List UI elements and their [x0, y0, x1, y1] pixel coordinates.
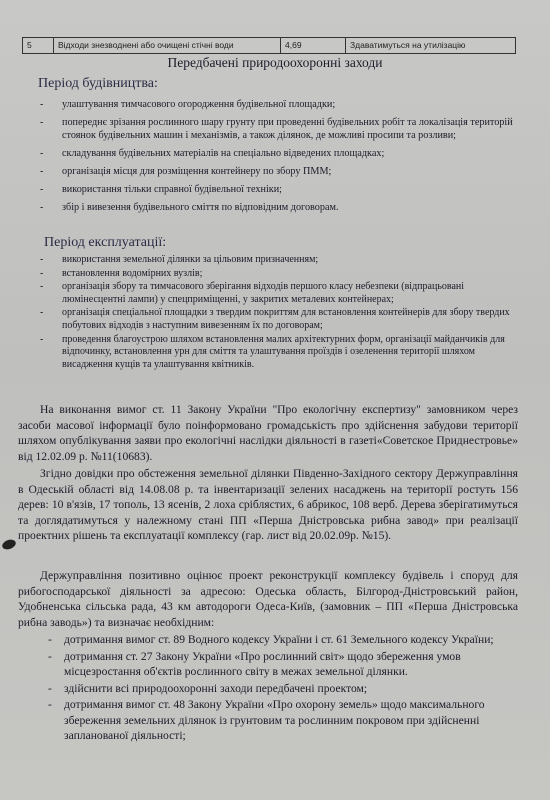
paragraph-ecological-expertise: На виконання вимог ст. 11 Закону України "Про екологічну експертизу" замовником через засоби масової інформації було поінформовано громадськість про здійснення забудови території шляхом опублікування заяви про екологічні наслідки діяльності в газеті«Советское Приднестровье» від 12.02.09 р. №11(10683).: [18, 403, 518, 463]
ink-smudge: [1, 538, 17, 551]
list-item: - складування будівельних матеріалів на спеціально відведених площадках;: [40, 147, 522, 160]
list-item: - використання земельної ділянки за цільовим призначенням;: [40, 254, 522, 267]
list-item: - використання тільки справної будівельної техніки;: [40, 183, 522, 196]
list-item: - організація збору та тимчасового зберігання відходів першого класу небезпеки (відпрацьовані люмінесцентні лампи) у спецприміщенні, у закритих металевих контейнерах;: [40, 281, 522, 306]
construction-period-title: Період будівництва:: [38, 76, 158, 91]
list-item: - організація місця для розміщення контейнеру по збору ПММ;: [40, 165, 522, 178]
list-item: - дотримання ст. 27 Закону України «Про рослинний світ» щодо збереження умов місцезростання об'єктів рослинного світу в межах земельної ділянки.: [48, 649, 518, 680]
paragraph-assessment: Держуправління позитивно оцінює проект реконструкції комплексу будівель і споруд для рибогосподарської діяльності за адресою: Одеська область, Білгород-Дністровський район, Удобненська сільська рада, 43 км автодороги Одеса-Київ, (замовник – ПП «Перша Дністровська рибна заводь») та визначає необхідним:: [18, 569, 518, 629]
operation-list: [40, 254, 522, 372]
waste-value: 4,69: [281, 38, 346, 53]
list-item: - дотримання вимог ст. 89 Водного кодексу України і ст. 61 Земельного кодексу України;: [48, 632, 518, 648]
list-item: - дотримання вимог ст. 48 Закону України «Про охорону земель» щодо максимального збереження земельних ділянок із грунтовим та рослинним покровом при здійсненні запланованої діяльності;: [48, 697, 518, 744]
list-item: - проведення благоустрою шляхом встановлення малих архітектурних форм, організації майданчиків для відпочинку, встановлення урн для сміття та улаштування проїздів і озеленення території шляхом висадження кущів та улаштування квітників.: [40, 334, 522, 372]
paragraph-land-survey: Згідно довідки про обстеження земельної ділянки Південно-Західного сектору Держуправління в Одеській області від 14.08.08 р. та інвентаризації зелених насаджень на території ростуть 156 дерев: 10 в'язів, 17 тополь, 13 ясенів, 2 лоха сріблястих, 6 абрикос, 108 верб. Дерева зберігатимуться та доглядатимуться у належному стані ПП «Перша Дністровська рибна завод» при реалізації проектних рішень та експлуатації комплексу (гар. лист від 20.02.09р. №15).: [18, 467, 518, 542]
list-item: - встановлення водомірних вузлів;: [40, 268, 522, 281]
construction-list: [40, 98, 522, 219]
waste-name: Відходи знезводнені або очищені стічні води: [54, 38, 281, 53]
list-item: - улаштування тимчасового огородження будівельної площадки;: [40, 98, 522, 111]
page-heading: Передбачені природоохоронні заходи: [167, 55, 383, 70]
waste-action: Здаватимуться на утилізацію: [350, 40, 466, 50]
requirements-list: [48, 632, 518, 745]
list-item: - збір і вивезення будівельного сміття по відповідним договорам.: [40, 201, 522, 214]
list-item: - попереднє зрізання рослинного шару грунту при проведенні будівельних робіт та локалізація територій стоянок будівельних машин і механізмів, а також ділянок, де можливі просипи та розливи;: [40, 116, 522, 142]
operation-period-title: Період експлуатації:: [44, 235, 167, 250]
waste-table-row: [22, 37, 516, 54]
list-item: - здійснити всі природоохоронні заходи передбачені проектом;: [48, 681, 518, 697]
list-item: - організація спеціальної площадки з твердим покриттям для встановлення контейнерів для збору твердих побутових відходів з наступним вивезенням їх по договорам;: [40, 307, 522, 332]
row-number: 5: [23, 38, 54, 53]
